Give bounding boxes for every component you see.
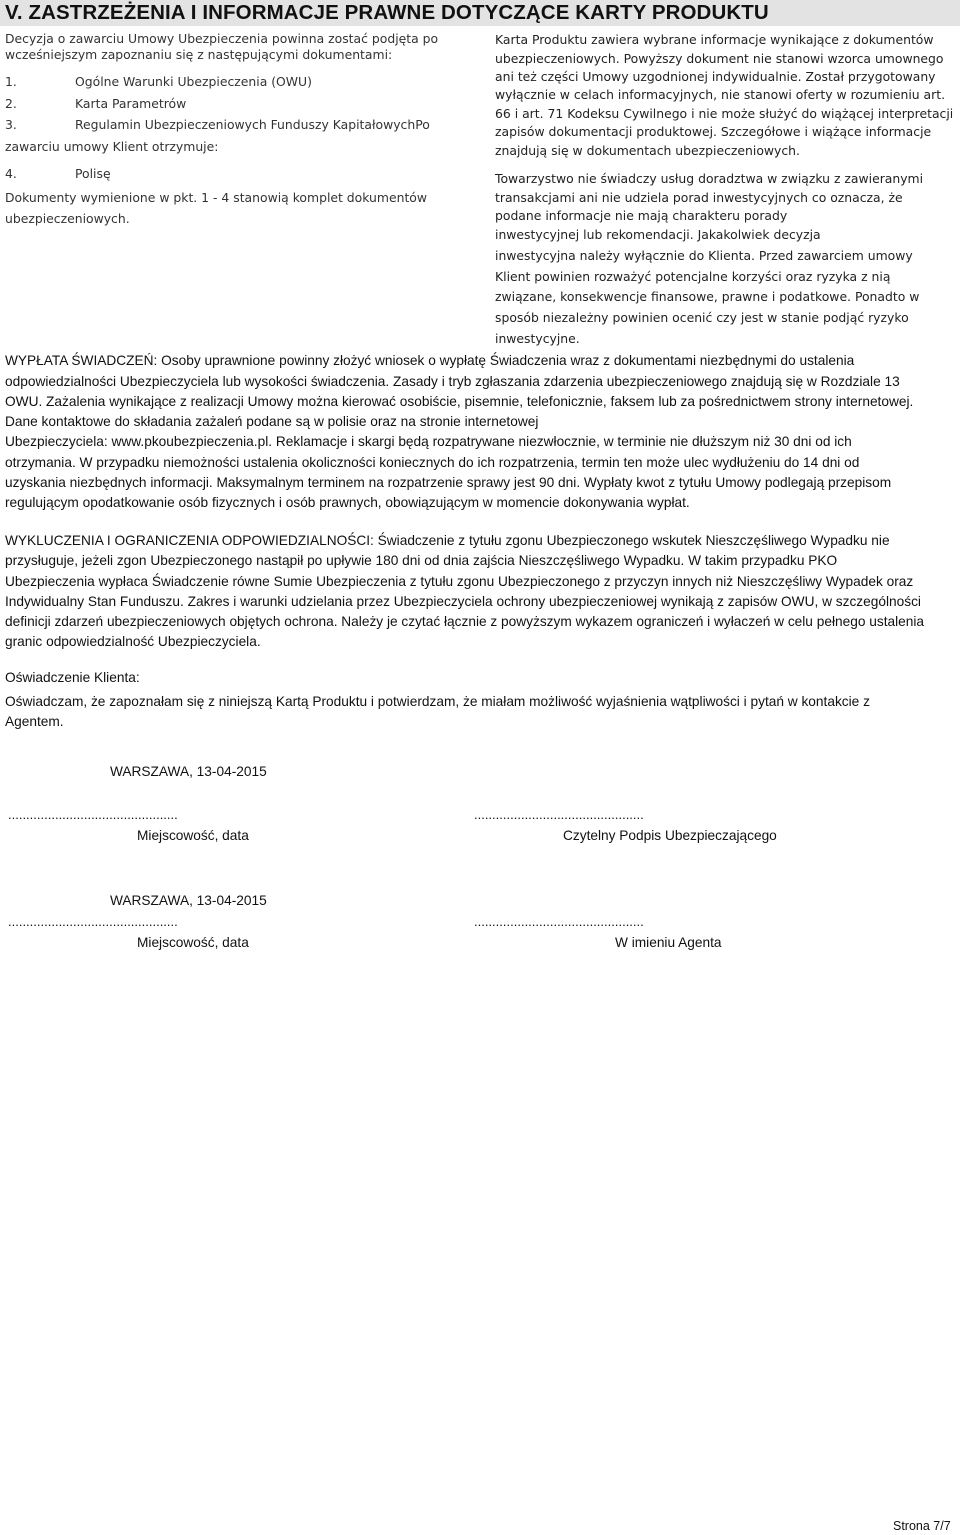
client-statement-heading: Oświadczenie Klienta:: [5, 670, 140, 685]
payout-line: Ubezpieczyciela: www.pkoubezpieczenia.pl. Reklamacje i skargi będą rozpatrywane niezwłocznie, w terminie nie dłuższym niż 30 dni od ich: [5, 434, 852, 449]
right-para1-line: Karta Produktu zawiera wybrane informacje wynikające z dokumentów: [495, 32, 934, 47]
exclusions-line: WYKLUCZENIA I OGRANICZENIA ODPOWIEDZIALNOŚCI: Świadczenie z tytułu zgonu Ubezpieczonego wskutek Nieszczęśliwego Wypadku nie: [5, 533, 890, 548]
right-para2-line: Klient powinien rozważyć potencjalne korzyści oraz ryzyka z nią: [495, 269, 891, 284]
left-intro-line: wcześniejszym zapoznaniu się z następującymi dokumentami:: [5, 47, 393, 62]
exclusions-line: Ubezpieczenia wypłaca Świadczenie równe Sumie Ubezpieczenia z tytułu zgonu Ubezpieczonego z przyczyn innych niż Nieszczęśliwy Wypadek oraz: [5, 574, 914, 589]
right-para2-line: Towarzystwo nie świadczy usług doradztwa w związku z zawieranymi: [495, 171, 924, 186]
client-statement-line: Agentem.: [5, 714, 64, 729]
payout-line: odpowiedzialności Ubezpieczyciela lub wysokości świadczenia. Zasady i tryb zgłaszania zdarzenia ubezpieczeniowego znajdują się w Rozdziale 13: [5, 374, 900, 389]
right-para1-line: ubezpieczeniowych. Powyższy dokument nie stanowi wzorca umownego: [495, 51, 944, 66]
left-closing-line: Dokumenty wymienione w pkt. 1 - 4 stanowią komplet dokumentów: [5, 190, 428, 205]
right-para1-line: znajdują się w dokumentach ubezpieczeniowych.: [495, 143, 800, 158]
signature-date: WARSZAWA, 13-04-2015: [110, 893, 267, 908]
payout-line: otrzymania. W przypadku niemożności ustalenia okoliczności koniecznych do ich rozpatrzenia, termin ten może ulec wydłużeniu do 14 dni od: [5, 455, 860, 470]
exclusions-line: definicji zdarzeń ubezpieczeniowych objętych ochrona. Należy je czytać łącznie z powyższym wykazem ograniczeń i wyłaczeń w celu pełnego ustalenia: [5, 614, 925, 629]
list-item-number: 2.: [5, 96, 17, 111]
list-item-number: 4.: [5, 166, 17, 181]
payout-line: WYPŁATA ŚWIADCZEŃ: Osoby uprawnione powinny złożyć wniosek o wypłatę Świadczenia wraz z dokumentami niezbędnymi do ustalenia: [5, 353, 855, 368]
section-title: V. ZASTRZEŻENIA I INFORMACJE PRAWNE DOTYCZĄCE KARTY PRODUKTU: [5, 1, 769, 24]
right-para2-line: inwestycyjnej lub rekomendacji. Jakakolwiek decyzja: [495, 227, 821, 242]
payout-line: uzyskania niezbędnych informacji. Maksymalnym terminem na rozpatrzenie sprawy jest 90 dni. Wypłaty kwot z tytułu Umowy podlegają przepisom: [5, 475, 892, 490]
list-item-number: 3.: [5, 117, 17, 132]
right-para2-line: transakcjami ani nie udziela porad inwestycyjnych co oznacza, że: [495, 190, 903, 205]
page-number: Strona 7/7: [893, 1519, 951, 1533]
list-item-number: 1.: [5, 74, 17, 89]
signature-line-left: ...............................................: [8, 914, 178, 929]
signature-line-right: ...............................................: [474, 807, 644, 822]
right-para1-line: 66 i art. 71 Kodeksu Cywilnego i nie może służyć do wiążącej interpretacji: [495, 106, 954, 121]
list-item-text: Karta Parametrów: [75, 96, 187, 111]
right-para2-line: podane informacje nie mają charakteru porady: [495, 208, 788, 223]
right-para1-line: zapisów dokumentacji produktowej. Szczegółowe i wiążące informacje: [495, 124, 932, 139]
payout-line: OWU. Zażalenia wynikające z realizacji Umowy można kierować osobiście, pisemnie, telefonicznie, faksem lub za pośrednictwem strony internetowej.: [5, 394, 914, 409]
right-para1-line: ani też części Umowy uzgodnionej indywidualnie. Został przygotowany: [495, 69, 936, 84]
list-item-text: Ogólne Warunki Ubezpieczenia (OWU): [75, 74, 312, 89]
right-para2-line: związane, konsekwencje finansowe, prawne i podatkowe. Ponadto w: [495, 289, 920, 304]
right-para2-line: inwestycyjna należy wyłącznie do Klienta. Przed zawarciem umowy: [495, 248, 913, 263]
signature-line-left: ...............................................: [8, 807, 178, 822]
left-closing-line: ubezpieczeniowych.: [5, 211, 130, 226]
exclusions-line: granic odpowiedzialność Ubezpieczyciela.: [5, 634, 261, 649]
exclusions-line: Indywidualny Stan Funduszu. Zakres i warunki udzielania przez Ubezpieczyciela ochrony ubezpieczeniowej wynikają z zapisów OWU, w szczególności: [5, 594, 921, 609]
signature-label-place-date: Miejscowość, data: [137, 935, 249, 950]
exclusions-line: przysługuje, jeżeli zgon Ubezpieczonego nastąpił po upływie 180 dni od dnia zajścia Nieszczęśliwego Wypadku. W takim przypadku PKO: [5, 553, 838, 568]
section-header-bar: [0, 0, 960, 26]
payout-line: regulującym opodatkowanie osób fizycznych i osób prawnych, obowiązującym w momencie dokonywania wypłat.: [5, 495, 690, 510]
signature-date: WARSZAWA, 13-04-2015: [110, 764, 267, 779]
right-para2-line: inwestycyjne.: [495, 331, 580, 346]
client-statement-line: Oświadczam, że zapoznałam się z niniejszą Kartą Produktu i potwierdzam, że miałam możliwość wyjaśnienia wątpliwości i pytań w kontakcie z: [5, 694, 870, 709]
signature-line-right: ...............................................: [474, 914, 644, 929]
right-para1-line: wyłącznie w celach informacyjnych, nie stanowi oferty w rozumieniu art.: [495, 87, 946, 102]
right-para2-line: sposób niezależny powinien ocenić czy jest w stanie podjąć ryzyko: [495, 310, 909, 325]
list-item-text: Polisę: [75, 166, 111, 181]
signature-label-client: Czytelny Podpis Ubezpieczającego: [563, 828, 777, 843]
left-after-items-line: zawarciu umowy Klient otrzymuje:: [5, 139, 219, 154]
list-item-text: Regulamin Ubezpieczeniowych Funduszy KapitałowychPo: [75, 117, 430, 132]
signature-label-agent: W imieniu Agenta: [615, 935, 722, 950]
left-intro-line: Decyzja o zawarciu Umowy Ubezpieczenia powinna zostać podjęta po: [5, 31, 439, 46]
payout-line: Dane kontaktowe do składania zażaleń podane są w polisie oraz na stronie internetowej: [5, 414, 539, 429]
signature-label-place-date: Miejscowość, data: [137, 828, 249, 843]
